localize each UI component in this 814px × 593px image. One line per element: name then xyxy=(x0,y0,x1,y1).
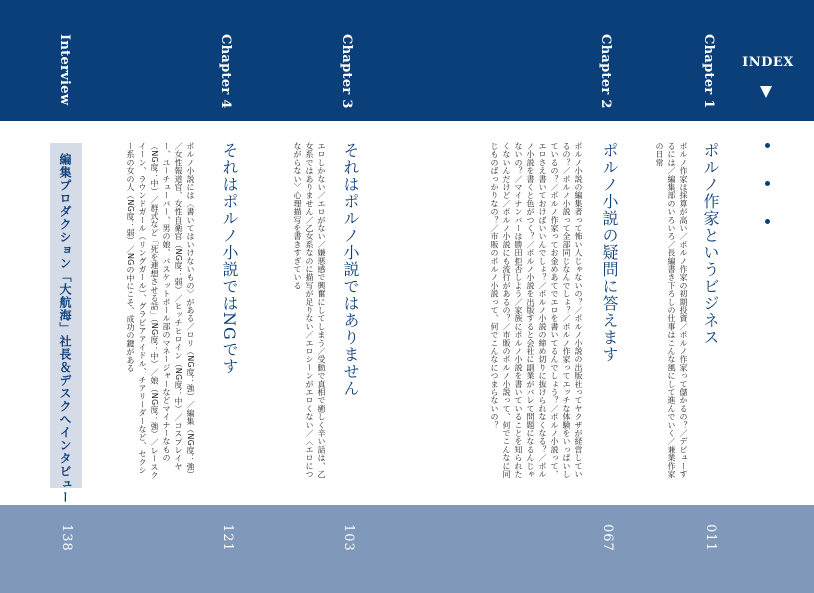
chapter-4-title[interactable]: それはポルノ小説ではNGです xyxy=(220,142,239,375)
chapter-3-summary: エロしかない／エロがない／嫌悪感で興奮にしてしまう／受動で真相で癒しく辛い話は、乙女系ではありません／乙女系なのに描写が足りない／エロシーンがエロくない／〈エロにつながらない〉心理描写を書きすぎている xyxy=(293,142,326,479)
chapter-2-title[interactable]: ポルノ小説の疑問に答えます xyxy=(600,142,619,363)
chapter-4-page[interactable]: 121 xyxy=(220,524,235,552)
chapter-4-summary: ポルノ小説には〈書いてはいけないもの〉がある／ロリ（NG度：強）／編集（NG度：強）／女性報道官、女性自衛官（NG度：弱）／ヒッチヒロイン（NG度：中）／コスプレイヤー、ユーチューバー、男の娘、バスケットボール部のマネージャーなどマイナーなもの（NG度：中）／群式など「死を連想させる話」（NG度：中）／娘（NG度：強）／レースクイーン、ラウンドガール（リングガール）、グラビアアイドル、チアリーダーなど、セクシー系の女の人（NG度：弱）／NGの中にこそ、成功の鍵がある xyxy=(126,142,195,480)
chapter-2-label[interactable]: Chapter 2 xyxy=(598,34,613,109)
chapter-4-label[interactable]: Chapter 4 xyxy=(218,34,233,109)
chapter-3-label[interactable]: Chapter 3 xyxy=(339,34,354,109)
ellipsis-dot-icon xyxy=(765,181,770,186)
header-band xyxy=(0,0,814,121)
chapter-1-title[interactable]: ポルノ作家というビジネス xyxy=(701,142,720,346)
interview-page[interactable]: 138 xyxy=(59,524,74,552)
down-arrow-icon xyxy=(760,86,772,98)
index-label: INDEX xyxy=(742,55,794,70)
chapter-1-label[interactable]: Chapter 1 xyxy=(701,34,716,109)
interview-label[interactable]: Interview xyxy=(57,34,72,106)
ellipsis-dot-icon xyxy=(765,143,770,148)
page-number-band xyxy=(0,505,814,593)
chapter-1-summary: ポルノ作家は採算が高い／ポルノ作家の初期投資／ポルノ作家って儲かるの？／デビューするには／編集部のいろいろ／長編書き下ろしの仕事はこんな風にして進んでいく／兼業作家の日常 xyxy=(655,142,688,479)
chapter-2-page[interactable]: 067 xyxy=(600,524,615,552)
ellipsis-dot-icon xyxy=(765,219,770,224)
chapter-3-title[interactable]: それはポルノ小説ではありません xyxy=(341,142,360,397)
chapter-3-page[interactable]: 103 xyxy=(341,524,356,552)
chapter-2-summary: ポルノ小説の編集者って怖い人じゃないの？／ポルノ小説の出版社ってヤクザが経営しているの？／ポルノ小説って全部同じなんでしょ？／ポルノ作家ってエッチな体験をいっぱいしているの？／ポルノ作家ってお金めあてでエロを書いてるんでしょう？／ポルノ小説って、エロさえ書いておけばいいんでしょ？／ポルノ小説の締め切りに抜けられなくなる？／ポルノ小説を書くと色がつく？／ポルノ小説を出版すると会社に副業がバレて問題になるんじゃないの？／マイナンバーは勝田拒否しよう／家族にポルノ小説を書いていることを知られたくないんだけど／ポルノ小説にも流行があるの？／市販のポルノ小説って、何でこんなに同じものばっかりなの？／市販のポルノ小説って、何でこんなにつまらないの？ xyxy=(490,142,583,479)
interview-title[interactable]: 編集プロダクション「大航海」社長＆デスクへインタビュー xyxy=(58,153,72,504)
chapter-1-page[interactable]: 011 xyxy=(703,524,718,552)
